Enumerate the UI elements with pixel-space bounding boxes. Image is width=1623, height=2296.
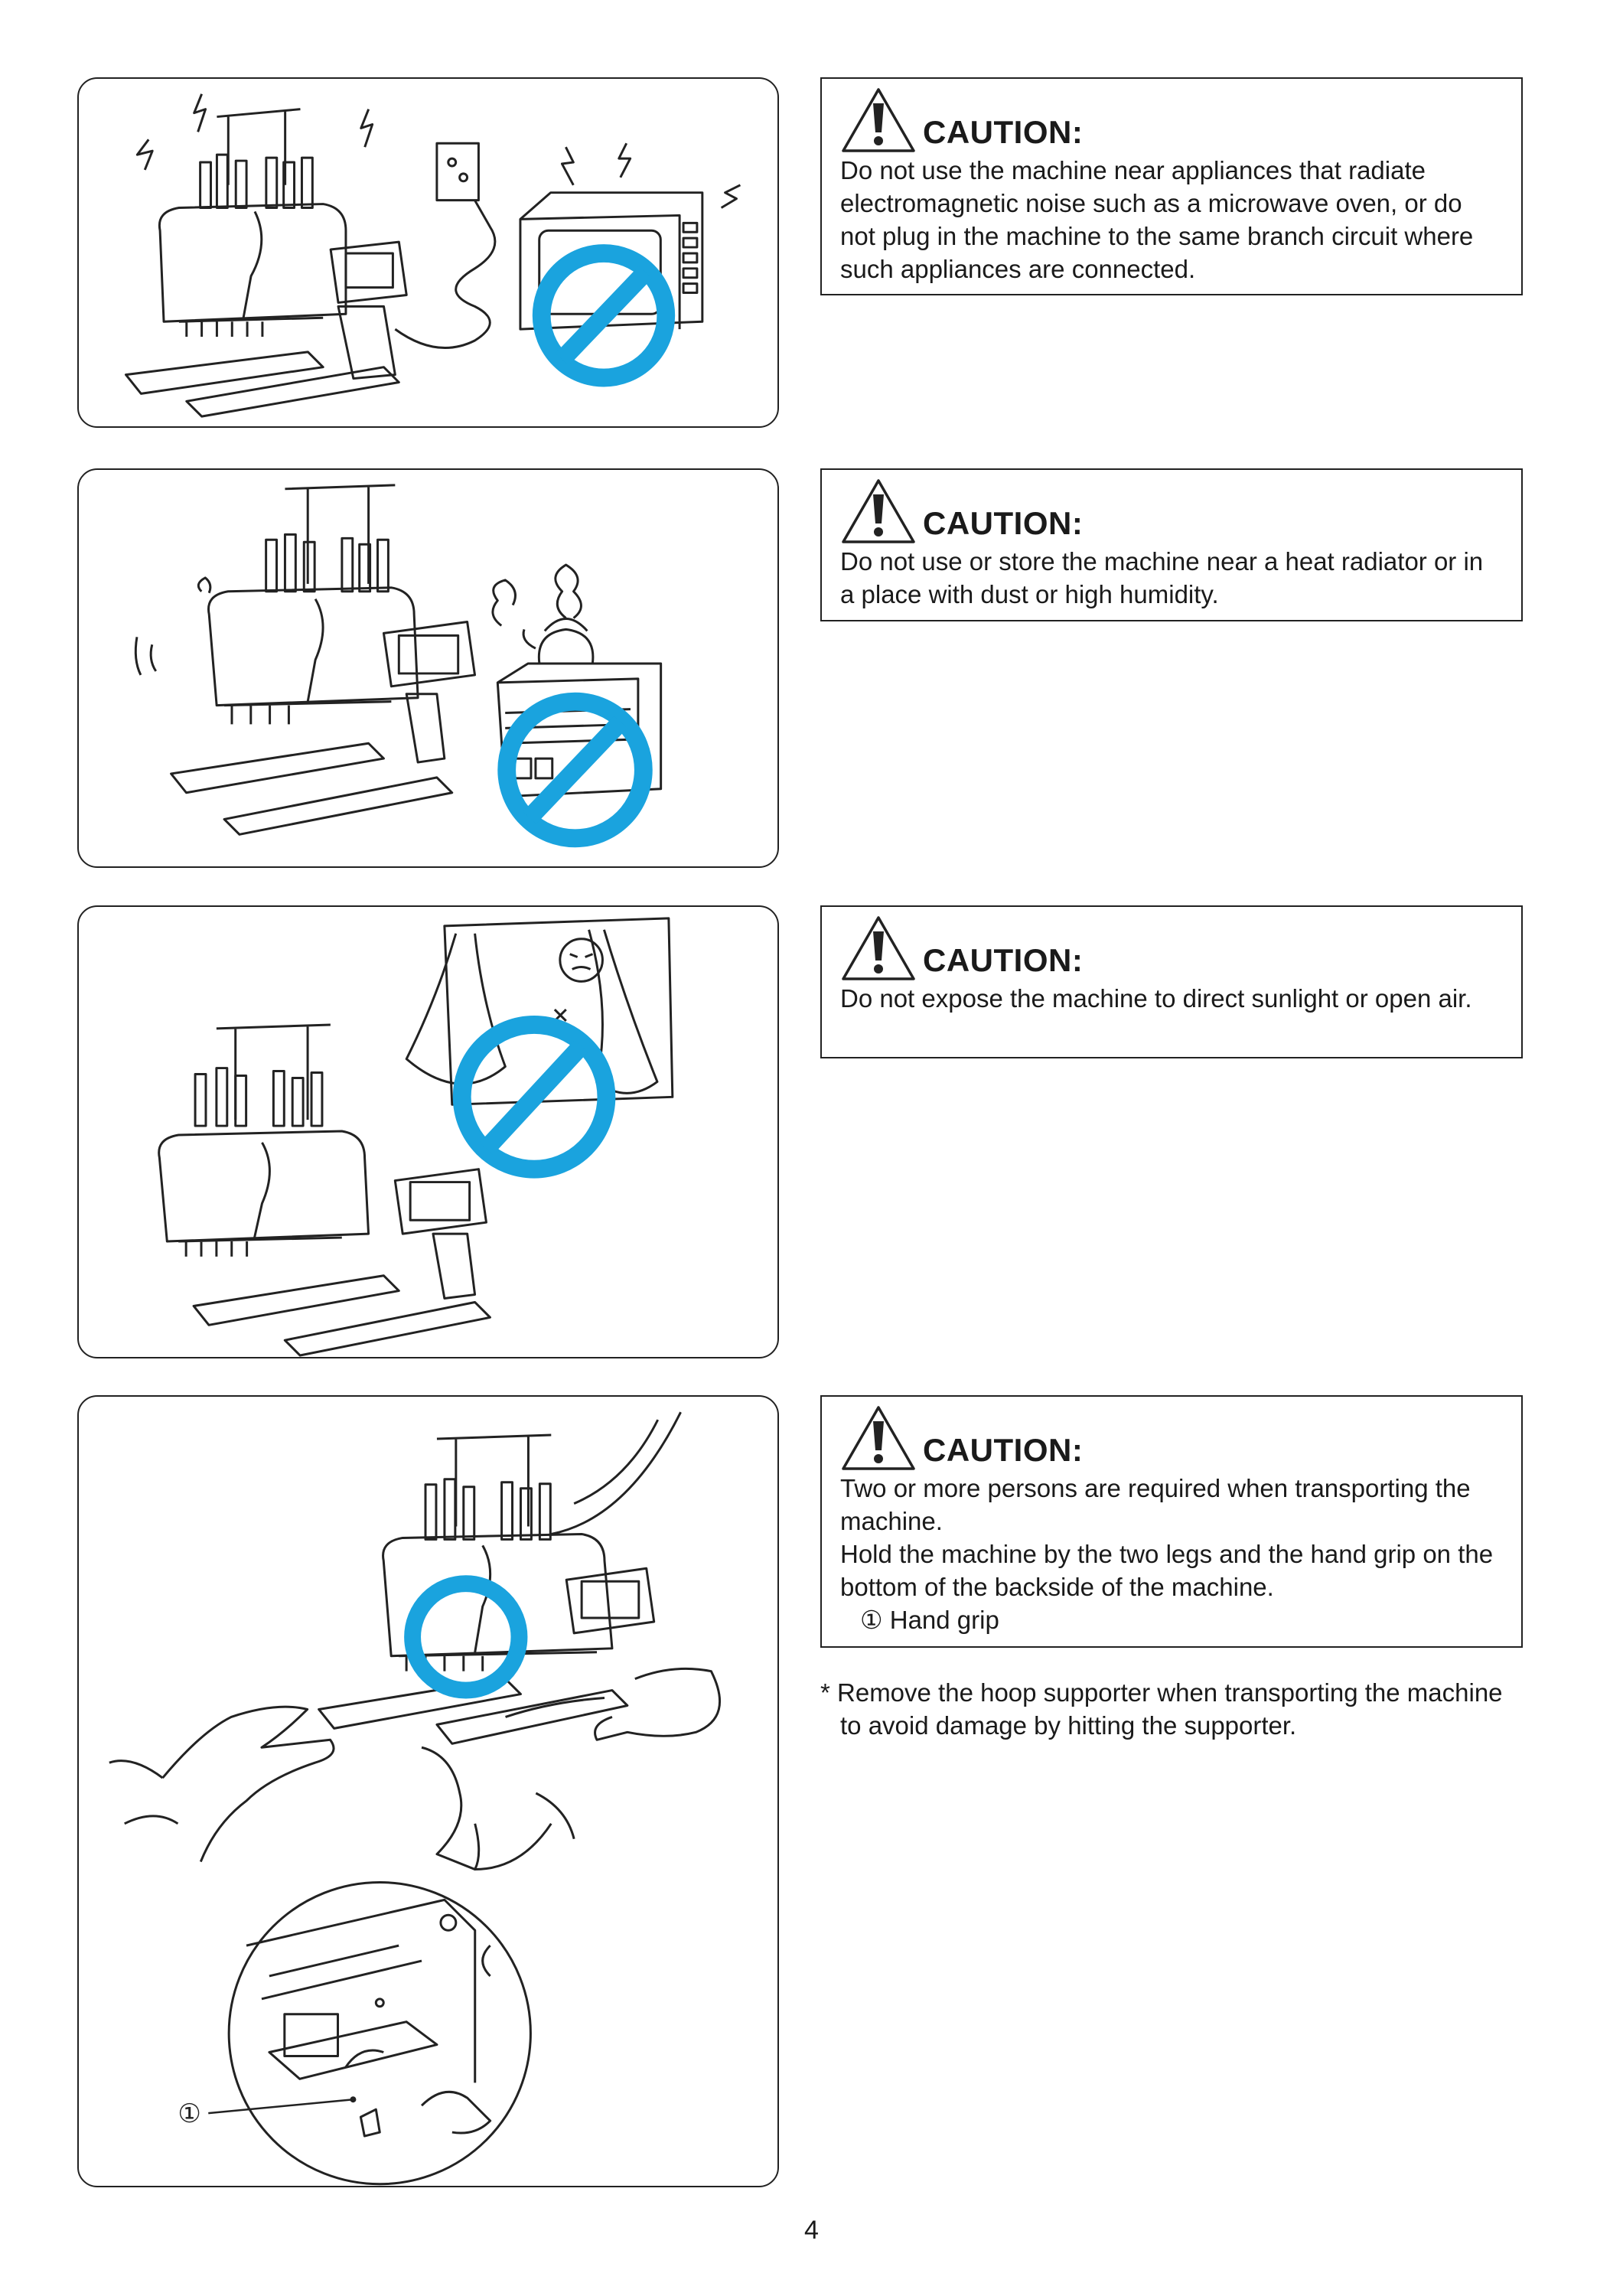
warning-triangle-icon bbox=[840, 86, 917, 154]
caution-title: CAUTION: bbox=[923, 1432, 1084, 1468]
caution-title: CAUTION: bbox=[923, 505, 1084, 541]
caution-text-persons: Two or more persons are required when transporting the machine. bbox=[840, 1474, 1471, 1535]
illustration-sunlight-panel bbox=[77, 905, 779, 1358]
legend-hand-grip: ① Hand grip bbox=[860, 1606, 999, 1634]
note-hoop-supporter: * Remove the hoop supporter when transporting the machine to avoid damage by hitting the supporter. bbox=[820, 1678, 1503, 1740]
page-number: 4 bbox=[804, 2216, 819, 2245]
caution-box-sunlight bbox=[820, 905, 1523, 1058]
caution-box-transport bbox=[820, 1395, 1523, 1648]
machine-near-microwave-illustration bbox=[79, 79, 777, 426]
illustration-transport-panel bbox=[77, 1395, 779, 2187]
callout-leader-line bbox=[208, 2099, 353, 2113]
transporting-machine-illustration bbox=[79, 1397, 777, 2186]
caution-title: CAUTION: bbox=[923, 942, 1084, 978]
warning-triangle-icon bbox=[840, 1404, 917, 1472]
caution-box-heat-humidity bbox=[820, 468, 1523, 621]
illustration-heater-panel bbox=[77, 468, 779, 868]
callout-number-1: ① bbox=[178, 2099, 201, 2129]
caution-text: Do not use the machine near appliances that radiate electromagnetic noise such as a microwave oven, or do not plug in the machine to the same branch circuit where such appliances are connected. bbox=[840, 156, 1474, 283]
caution-text: Do not use or store the machine near a heat radiator or in a place with dust or high humidity. bbox=[840, 547, 1484, 608]
prohibited-sign-icon bbox=[412, 1583, 519, 1690]
warning-triangle-icon bbox=[840, 915, 917, 982]
machine-in-sunlight-illustration bbox=[79, 907, 777, 1357]
illustration-microwave-panel bbox=[77, 77, 779, 428]
caution-box-electromagnetic bbox=[820, 77, 1523, 295]
caution-text-hold: Hold the machine by the two legs and the hand grip on the bottom of the backside of the machine. bbox=[840, 1540, 1494, 1601]
caution-text: Do not expose the machine to direct sunlight or open air. bbox=[840, 984, 1472, 1013]
machine-near-heater-illustration bbox=[79, 470, 777, 866]
warning-triangle-icon bbox=[840, 478, 917, 545]
caution-title: CAUTION: bbox=[923, 114, 1084, 150]
